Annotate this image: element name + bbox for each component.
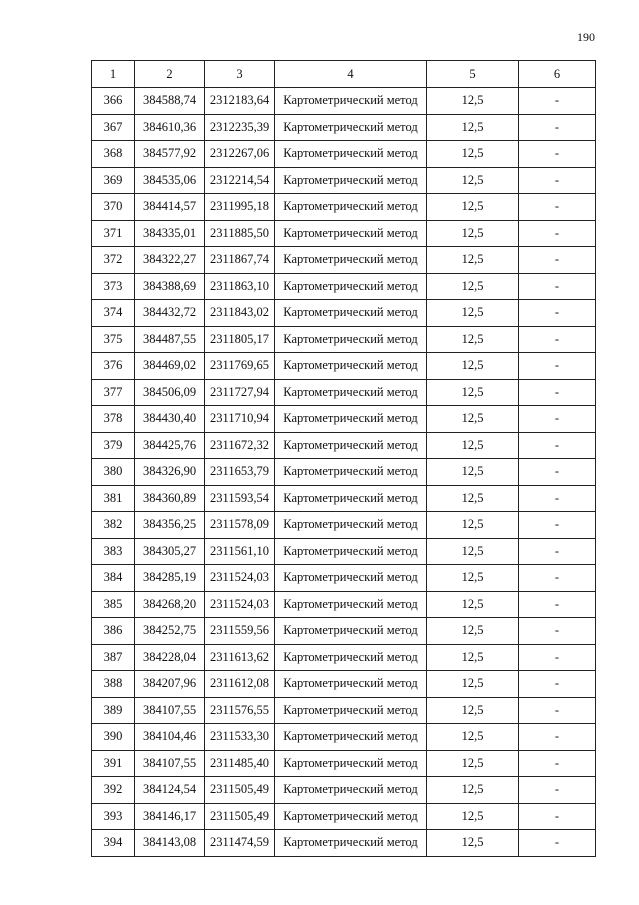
x-coordinate-cell: 384469,02 [135,353,205,380]
y-coordinate-cell: 2311710,94 [205,406,275,433]
method-cell: Картометрический метод [275,512,427,539]
point-number-cell: 387 [92,644,135,671]
y-coordinate-cell: 2311474,59 [205,830,275,857]
method-cell: Картометрический метод [275,353,427,380]
note-cell: - [519,88,596,115]
table-row [92,141,596,168]
accuracy-cell: 12,5 [427,671,519,698]
x-coordinate-cell: 384487,55 [135,326,205,353]
point-number-cell: 393 [92,803,135,830]
method-cell: Картометрический метод [275,803,427,830]
point-number-cell: 388 [92,671,135,698]
point-number-cell: 369 [92,167,135,194]
y-coordinate-cell: 2311524,03 [205,565,275,592]
y-coordinate-cell: 2311672,32 [205,432,275,459]
table-row [92,353,596,380]
x-coordinate-cell: 384207,96 [135,671,205,698]
accuracy-cell: 12,5 [427,724,519,751]
accuracy-cell: 12,5 [427,114,519,141]
table-row [92,194,596,221]
note-cell: - [519,194,596,221]
note-cell: - [519,220,596,247]
method-cell: Картометрический метод [275,459,427,486]
x-coordinate-cell: 384305,27 [135,538,205,565]
y-coordinate-cell: 2311593,54 [205,485,275,512]
table-row [92,591,596,618]
point-number-cell: 381 [92,485,135,512]
point-number-cell: 366 [92,88,135,115]
x-coordinate-cell: 384356,25 [135,512,205,539]
method-cell: Картометрический метод [275,220,427,247]
table-row [92,750,596,777]
note-cell: - [519,247,596,274]
note-cell: - [519,591,596,618]
point-number-cell: 386 [92,618,135,645]
accuracy-cell: 12,5 [427,565,519,592]
y-coordinate-cell: 2311524,03 [205,591,275,618]
x-coordinate-cell: 384268,20 [135,591,205,618]
point-number-cell: 389 [92,697,135,724]
table-row [92,459,596,486]
method-cell: Картометрический метод [275,432,427,459]
y-coordinate-cell: 2311727,94 [205,379,275,406]
x-coordinate-cell: 384104,46 [135,724,205,751]
note-cell: - [519,803,596,830]
note-cell: - [519,724,596,751]
method-cell: Картометрический метод [275,777,427,804]
x-coordinate-cell: 384610,36 [135,114,205,141]
note-cell: - [519,750,596,777]
method-cell: Картометрический метод [275,538,427,565]
point-number-cell: 380 [92,459,135,486]
table-row [92,432,596,459]
point-number-cell: 371 [92,220,135,247]
note-cell: - [519,644,596,671]
point-number-cell: 384 [92,565,135,592]
y-coordinate-cell: 2311805,17 [205,326,275,353]
y-coordinate-cell: 2312183,64 [205,88,275,115]
accuracy-cell: 12,5 [427,750,519,777]
point-number-cell: 392 [92,777,135,804]
table-row [92,644,596,671]
note-cell: - [519,697,596,724]
x-coordinate-cell: 384432,72 [135,300,205,327]
table-row [92,618,596,645]
method-cell: Картометрический метод [275,406,427,433]
method-cell: Картометрический метод [275,750,427,777]
x-coordinate-cell: 384322,27 [135,247,205,274]
method-cell: Картометрический метод [275,300,427,327]
note-cell: - [519,167,596,194]
column-header: 1 [92,61,135,88]
method-cell: Картометрический метод [275,697,427,724]
y-coordinate-cell: 2311613,62 [205,644,275,671]
x-coordinate-cell: 384326,90 [135,459,205,486]
table-row [92,671,596,698]
note-cell: - [519,618,596,645]
x-coordinate-cell: 384252,75 [135,618,205,645]
y-coordinate-cell: 2311867,74 [205,247,275,274]
accuracy-cell: 12,5 [427,777,519,804]
y-coordinate-cell: 2312267,06 [205,141,275,168]
point-number-cell: 375 [92,326,135,353]
x-coordinate-cell: 384143,08 [135,830,205,857]
point-number-cell: 390 [92,724,135,751]
accuracy-cell: 12,5 [427,618,519,645]
method-cell: Картометрический метод [275,114,427,141]
x-coordinate-cell: 384107,55 [135,750,205,777]
method-cell: Картометрический метод [275,591,427,618]
accuracy-cell: 12,5 [427,88,519,115]
table-row [92,724,596,751]
accuracy-cell: 12,5 [427,167,519,194]
method-cell: Картометрический метод [275,485,427,512]
point-number-cell: 376 [92,353,135,380]
point-number-cell: 383 [92,538,135,565]
table-row [92,88,596,115]
accuracy-cell: 12,5 [427,459,519,486]
accuracy-cell: 12,5 [427,247,519,274]
y-coordinate-cell: 2311863,10 [205,273,275,300]
point-number-cell: 385 [92,591,135,618]
note-cell: - [519,459,596,486]
note-cell: - [519,353,596,380]
accuracy-cell: 12,5 [427,220,519,247]
y-coordinate-cell: 2312235,39 [205,114,275,141]
column-header: 2 [135,61,205,88]
x-coordinate-cell: 384146,17 [135,803,205,830]
x-coordinate-cell: 384360,89 [135,485,205,512]
accuracy-cell: 12,5 [427,512,519,539]
y-coordinate-cell: 2311505,49 [205,803,275,830]
method-cell: Картометрический метод [275,273,427,300]
note-cell: - [519,777,596,804]
x-coordinate-cell: 384506,09 [135,379,205,406]
note-cell: - [519,432,596,459]
point-number-cell: 377 [92,379,135,406]
method-cell: Картометрический метод [275,644,427,671]
note-cell: - [519,485,596,512]
column-header: 4 [275,61,427,88]
point-number-cell: 379 [92,432,135,459]
accuracy-cell: 12,5 [427,300,519,327]
accuracy-cell: 12,5 [427,326,519,353]
accuracy-cell: 12,5 [427,803,519,830]
point-number-cell: 391 [92,750,135,777]
accuracy-cell: 12,5 [427,485,519,512]
table-row [92,247,596,274]
note-cell: - [519,538,596,565]
note-cell: - [519,326,596,353]
table-header-row [92,61,596,88]
method-cell: Картометрический метод [275,618,427,645]
method-cell: Картометрический метод [275,88,427,115]
method-cell: Картометрический метод [275,326,427,353]
y-coordinate-cell: 2311485,40 [205,750,275,777]
point-number-cell: 378 [92,406,135,433]
table-row [92,512,596,539]
table-body [92,88,596,857]
note-cell: - [519,406,596,433]
table-row [92,565,596,592]
y-coordinate-cell: 2311533,30 [205,724,275,751]
accuracy-cell: 12,5 [427,379,519,406]
table-row [92,300,596,327]
table-row [92,830,596,857]
y-coordinate-cell: 2311995,18 [205,194,275,221]
x-coordinate-cell: 384285,19 [135,565,205,592]
method-cell: Картометрический метод [275,379,427,406]
table-row [92,538,596,565]
note-cell: - [519,273,596,300]
note-cell: - [519,671,596,698]
method-cell: Картометрический метод [275,167,427,194]
note-cell: - [519,830,596,857]
table-row [92,777,596,804]
point-number-cell: 367 [92,114,135,141]
accuracy-cell: 12,5 [427,141,519,168]
point-number-cell: 382 [92,512,135,539]
table-row [92,167,596,194]
table-row [92,273,596,300]
column-header: 5 [427,61,519,88]
table-row [92,406,596,433]
accuracy-cell: 12,5 [427,194,519,221]
y-coordinate-cell: 2311559,56 [205,618,275,645]
method-cell: Картометрический метод [275,565,427,592]
accuracy-cell: 12,5 [427,273,519,300]
x-coordinate-cell: 384430,40 [135,406,205,433]
accuracy-cell: 12,5 [427,538,519,565]
accuracy-cell: 12,5 [427,591,519,618]
point-number-cell: 372 [92,247,135,274]
point-number-cell: 370 [92,194,135,221]
method-cell: Картометрический метод [275,724,427,751]
accuracy-cell: 12,5 [427,353,519,380]
y-coordinate-cell: 2311653,79 [205,459,275,486]
accuracy-cell: 12,5 [427,830,519,857]
x-coordinate-cell: 384335,01 [135,220,205,247]
column-header: 3 [205,61,275,88]
y-coordinate-cell: 2311769,65 [205,353,275,380]
y-coordinate-cell: 2312214,54 [205,167,275,194]
y-coordinate-cell: 2311843,02 [205,300,275,327]
table-row [92,379,596,406]
x-coordinate-cell: 384228,04 [135,644,205,671]
table-row [92,697,596,724]
page-number: 190 [577,30,595,44]
x-coordinate-cell: 384388,69 [135,273,205,300]
x-coordinate-cell: 384414,57 [135,194,205,221]
note-cell: - [519,141,596,168]
note-cell: - [519,379,596,406]
note-cell: - [519,565,596,592]
table-row [92,114,596,141]
note-cell: - [519,114,596,141]
method-cell: Картометрический метод [275,194,427,221]
point-number-cell: 394 [92,830,135,857]
y-coordinate-cell: 2311505,49 [205,777,275,804]
accuracy-cell: 12,5 [427,644,519,671]
x-coordinate-cell: 384425,76 [135,432,205,459]
table-row [92,220,596,247]
table-row [92,485,596,512]
y-coordinate-cell: 2311578,09 [205,512,275,539]
y-coordinate-cell: 2311576,55 [205,697,275,724]
method-cell: Картометрический метод [275,830,427,857]
method-cell: Картометрический метод [275,247,427,274]
x-coordinate-cell: 384535,06 [135,167,205,194]
point-number-cell: 373 [92,273,135,300]
x-coordinate-cell: 384124,54 [135,777,205,804]
note-cell: - [519,512,596,539]
coordinates-table [91,60,596,857]
note-cell: - [519,300,596,327]
accuracy-cell: 12,5 [427,432,519,459]
y-coordinate-cell: 2311561,10 [205,538,275,565]
x-coordinate-cell: 384577,92 [135,141,205,168]
method-cell: Картометрический метод [275,141,427,168]
table-row [92,803,596,830]
method-cell: Картометрический метод [275,671,427,698]
point-number-cell: 374 [92,300,135,327]
table-row [92,326,596,353]
point-number-cell: 368 [92,141,135,168]
y-coordinate-cell: 2311885,50 [205,220,275,247]
x-coordinate-cell: 384588,74 [135,88,205,115]
y-coordinate-cell: 2311612,08 [205,671,275,698]
x-coordinate-cell: 384107,55 [135,697,205,724]
accuracy-cell: 12,5 [427,406,519,433]
accuracy-cell: 12,5 [427,697,519,724]
column-header: 6 [519,61,596,88]
